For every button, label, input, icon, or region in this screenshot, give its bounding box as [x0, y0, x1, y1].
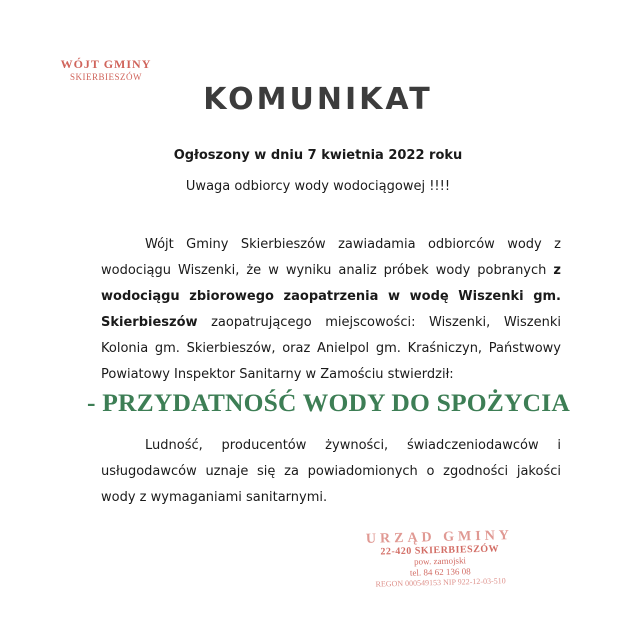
notice-line: Uwaga odbiorcy wody wodociągowej !!!! — [185, 179, 451, 194]
stamp-top-line2: SKIERBIESZÓW — [70, 72, 142, 82]
stamp-bottom-line5: REGON 000549153 NIP 922-12-03-510 — [375, 576, 506, 589]
office-stamp-bottom — [339, 527, 540, 590]
paragraph-part1: Wójt Gminy Skierbieszów zawiadamia odbiorców wody z wodociągu Wiszenki, że w wyniku analiz próbek wody pobranych — [101, 237, 561, 278]
stamp-top-line1: WÓJT GMINY — [60, 57, 152, 71]
stamp-bottom-line4: tel. 84 62 136 08 — [409, 566, 471, 578]
main-paragraph-text — [101, 232, 561, 388]
paragraph-part2: zaopatrującego miejscowości: Wiszenki, Wiszenki Kolonia gm. Skierbieszów, oraz Anielpol gm. Kraśniczyn, Państwowy Powiatowy Inspektor Sanitarny w Zamościu stwierdził: — [101, 315, 561, 382]
page-title: KOMUNIKAT — [203, 82, 433, 117]
stamp-bottom-line2: 22-420 SKIERBIESZÓW — [380, 543, 500, 558]
closing-paragraph: Ludność, producentów żywności, świadczeniodawców i usługodawców uznaje się za powiadomionych o zgodności jakości wody z wymaganiami sanitarnymi. — [101, 438, 561, 505]
stamp-bottom-line1: URZĄD GMINY — [365, 528, 514, 547]
official-stamp-top — [52, 57, 160, 83]
paragraph-bold-part: z wodociągu zbiorowego zaopatrzenia w wodę Wiszenki gm. Skierbieszów — [101, 263, 561, 330]
announcement-date: Ogłoszony w dniu 7 kwietnia 2022 roku — [173, 148, 463, 163]
main-paragraph — [101, 232, 561, 388]
stamp-bottom-line3: pow. zamojski — [413, 555, 467, 567]
water-suitability-headline: - PRZYDATNOŚĆ WODY DO SPOŻYCIA — [87, 388, 570, 417]
